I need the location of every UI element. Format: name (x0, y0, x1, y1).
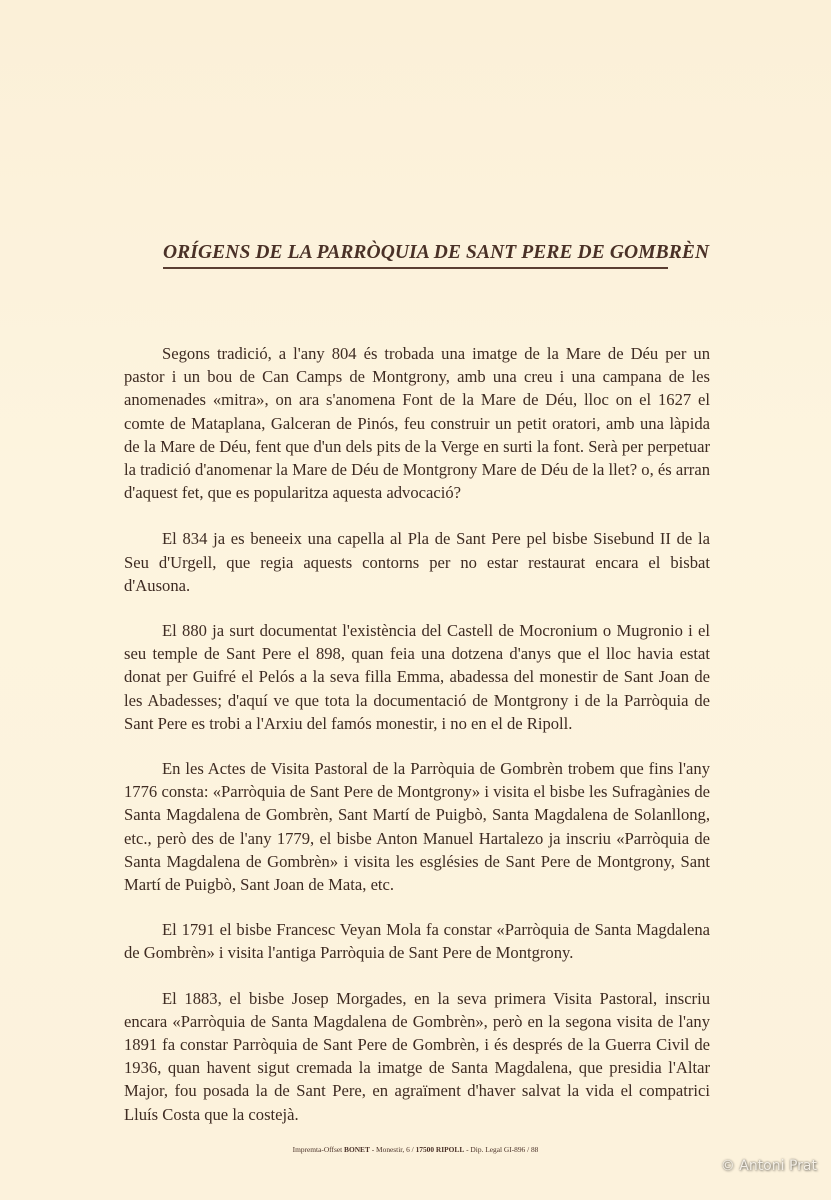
imprint-legal-deposit: - Dip. Legal GI-896 / 88 (464, 1145, 539, 1154)
paragraph-pastoral-visits: En les Actes de Visita Pastoral de la Parròquia de Gombrèn trobem que fins l'any 1776 consta: «Parròquia de Sant Pere de Montgrony» i visita el bisbe les Sufragànies de Santa Magdalena de Gombrèn, Sant Martí de Puigbò, Santa Magdalena de Solanllong, etc., però des de l'any 1779, el bisbe Anton Manuel Hartalezo ja inscriu «Parròquia de Santa Magdalena de Gombrèn» i visita les esglésies de Sant Pere de Montgrony, Sant Martí de Puigbò, Sant Joan de Mata, etc. (124, 759, 710, 895)
paragraph-1883: El 1883, el bisbe Josep Morgades, en la seva primera Visita Pastoral, inscriu encara «Parròquia de Santa Magdalena de Gombrèn», però en la segona visita de l'any 1891 fa constar Parròquia de Sant Pere de Gombrèn, i és després de la Guerra Civil de 1936, quan havent sigut cremada la imatge de Santa Magdalena, que presidia l'Altar Major, fou posada la de Sant Pere, en agraïment d'haver salvat la vida el compatrici Lluís Costa que la costejà. (124, 988, 710, 1124)
document-title: ORÍGENS DE LA PARRÒQUIA DE SANT PERE DE GOMBRÈN (163, 240, 668, 269)
imprint-printer: Impremta-Offset (292, 1145, 343, 1154)
imprint-postal-code: 17500 (415, 1145, 435, 1154)
document-body (124, 342, 710, 1148)
paragraph-tradition: Segons tradició, a l'any 804 és trobada una imatge de la Mare de Déu per un pastor i un bou de Can Camps de Montgrony, amb una creu i una campana de les anomenades «mitra», on ara s'anomena Font de la Mare de Déu, lloc on el 1627 el comte de Mataplana, Galceran de Pinós, feu construir un petit oratori, amb una làpida de la Mare de Déu, fent que d'un dels pits de la Verge en surti la font. Serà per perpetuar la tradició d'anomenar la Mare de Déu de Montgrony Mare de Déu de la llet? o, és arran d'aquest fet, que es popularitza aquesta advocació? (124, 344, 710, 503)
imprint-city: RIPOLL (435, 1145, 465, 1154)
printer-imprint (0, 1145, 831, 1154)
paragraph-1791: El 1791 el bisbe Francesc Veyan Mola fa constar «Parròquia de Santa Magdalena de Gombrèn» i visita l'antiga Parròquia de Sant Pere de Montgrony. (124, 920, 710, 963)
imprint-address: - Monestir, 6 / (369, 1145, 416, 1154)
paragraph-834: El 834 ja es beneeix una capella al Pla de Sant Pere pel bisbe Sisebund II de la Seu d'Urgell, que regia aquests contorns per no estar restaurat encara el bisbat d'Ausona. (124, 529, 710, 595)
copyright-watermark: © Antoni Prat (720, 1158, 817, 1174)
imprint-printer-name: BONET (344, 1145, 370, 1154)
paragraph-880: El 880 ja surt documentat l'existència del Castell de Mocronium o Mugronio i el seu temple de Sant Pere el 898, quan feia una dotzena d'anys que el lloc havia estat donat per Guifré el Pelós a la seva filla Emma, abadessa del monestir de Sant Joan de les Abadesses; d'aquí ve que tota la documentació de Montgrony i de la Parròquia de Sant Pere es trobi a l'Arxiu del famós monestir, i no en el de Ripoll. (124, 621, 710, 733)
